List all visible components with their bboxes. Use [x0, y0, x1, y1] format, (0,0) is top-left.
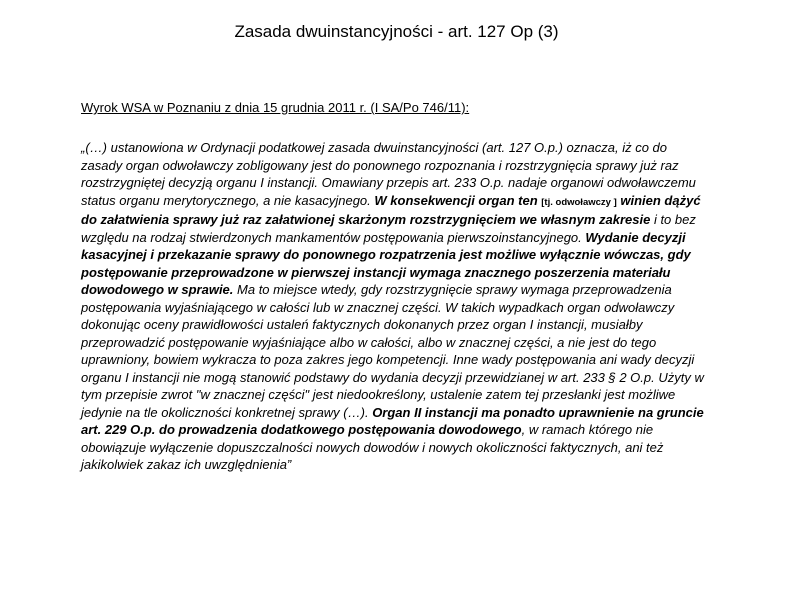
quote-segment-emphasis: Wydanie decyzji kasacyjnej i przekazanie sprawy do ponownego rozpatrzenia jest możliwe wyłącznie wówczas, gdy postępowanie przeprowadzone w pierwszej instancji wymaga znacznego poszerzenia materiału dowodowego w sprawie. [81, 229, 691, 297]
quote-insertion: [tj. odwoławczy ] [541, 196, 617, 208]
quote-segment: Ma to miejsce wtedy, gdy rozstrzygnięcie sprawy wymaga przeprowadzenia postępowania wyjaśniającego w całości lub w znacznej części. W takich wypadkach organ odwoławczy dokonując oceny prawidłowości ustaleń faktycznych dokonanych przez organ I instancji, musiałby przeprowadzić postępowanie wyjaśniające albo w całości, albo w znacznej części, a nie jest do tego uprawniony, bowiem wykracza to poza zakres jego kompetencji. Inne wady postępowania ani wady decyzji organu I instancji nie mogą stanowić podstawy do wydania decyzji przewidzianej w art. 233 § 2 O.p. Użyty w tym przepisie zwrot "w znacznej części" jest niedookreślony, ustalenie zatem tej przesłanki jest możliwe jedynie na tle okoliczności konkretnej sprawy (…). [81, 282, 704, 420]
judgment-citation: Wyrok WSA w Poznaniu z dnia 15 grudnia 2011 r. (I SA/Po 746/11): [81, 100, 470, 115]
quote-segment-emphasis: Organ II instancji ma ponadto uprawnienie na gruncie art. 229 O.p. do prowadzenia dodatkowego postępowania dowodowego [81, 404, 704, 437]
quote-segment-emphasis: winien dążyć do załatwienia sprawy już raz załatwionej skarżonym rozstrzygnięciem we własnym zakresie [81, 192, 701, 227]
slide-title: Zasada dwuinstancyjności - art. 127 Op (3) [234, 22, 559, 41]
quote-segment: „(…) ustanowiona w Ordynacji podatkowej zasada dwuinstancyjności (art. 127 O.p.) oznacza, iż co do zasady organ odwoławczy zobligowany jest do ponownego rozpoznania i rozstrzygnięcia sprawy już raz rozstrzygniętej decyzją organu I instancji. Omawiany przepis art. 233 O.p. nadaje organowi odwoławczemu status organu merytorycznego, a nie kasacyjnego. [81, 140, 696, 208]
quote-segment: i to bez względu na rodzaj stwierdzonych mankamentów postępowania pierwszoinstancyjnego. [81, 212, 696, 245]
quote-segment-emphasis: W konsekwencji organ ten [374, 192, 542, 208]
quote-segment: , w ramach którego nie obowiązuje wyłączenie dopuszczalności nowych dowodów i nowych okoliczności faktycznych, ani też jakikolwiek zakaz ich uwzględnienia” [81, 422, 664, 472]
judgment-quote [81, 139, 711, 474]
